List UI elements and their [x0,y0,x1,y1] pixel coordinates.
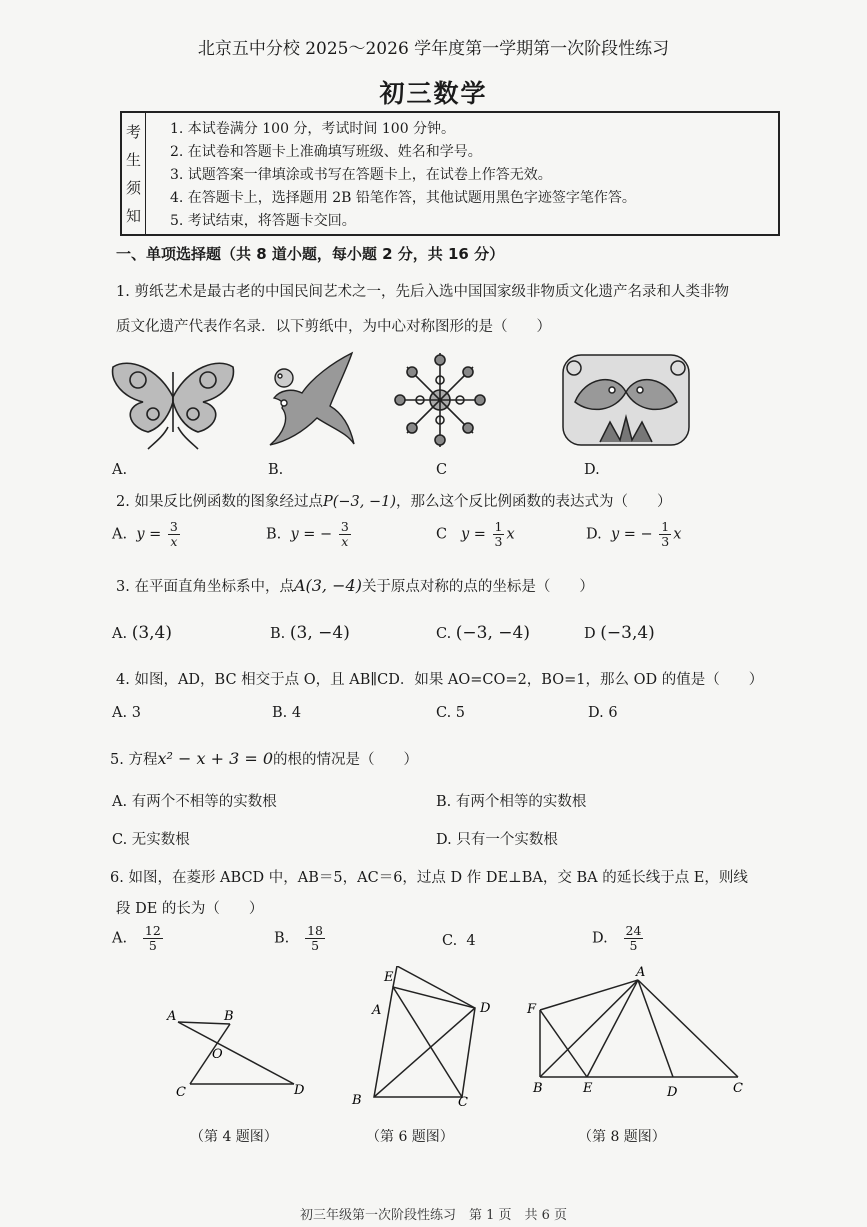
fraction-numerator: 3 [169,519,178,534]
q6-option-b[interactable] [274,924,327,953]
q3-stem-a: 3. 在平面直角坐标系中，点 [116,579,294,595]
fraction-numerator: 24 [625,923,642,938]
q2-stem-b: ，那么这个反比例函数的表达式为（ ） [396,494,672,510]
q1-option-b-label: B. [268,462,284,478]
option-label: A. [112,526,128,543]
fraction-denominator: 3 [661,534,670,549]
option-lhs: y = [460,526,486,543]
q2-stem [116,490,672,511]
figure-4-caption: （第 4 题图） [190,1129,278,1145]
option-tail: x [506,526,515,543]
segment-ac [638,980,738,1077]
notice-label [122,113,146,234]
fraction-numerator: 18 [307,923,323,938]
swallow-papercut-image [262,348,357,450]
segment-ad [638,980,673,1077]
option-sign: − [320,526,333,543]
option-value: 4 [291,705,302,721]
fraction-denominator: 5 [148,938,157,953]
notice-item: 4. 在答题卡上，选择题用 2B 铅笔作答，其他试题用黑色字迹签字笔作答。 [170,190,636,206]
point-label: O [212,1047,223,1062]
point-label: F [527,1002,537,1017]
figure-6-diagram [340,966,500,1111]
option-label: D. [586,526,602,543]
segment-fe [540,1010,587,1077]
option-label: A. [112,705,128,721]
diagonal-ac [393,987,462,1097]
q5-stem-b: 的根的情况是（ ） [273,752,419,768]
notice-item: 2. 在试卷和答题卡上准确填写班级、姓名和学号。 [170,144,482,160]
fraction [305,924,325,953]
q6-stem-line2: 段 DE 的长为（ ） [116,901,264,917]
option-sign: − [640,526,653,543]
option-lhs: y = [136,526,162,543]
q5-option-d[interactable] [436,828,558,849]
point-label: A [372,1003,382,1018]
notice-label-char: 知 [125,207,141,226]
q2-option-c[interactable] [436,520,515,549]
notice-label-char: 生 [125,150,141,169]
q1-stem-line2: 质文化遗产代表作名录．以下剪纸中，为中心对称图形的是（ ） [116,319,551,335]
figure-4-diagram [160,1000,310,1100]
point-label: C [458,1095,468,1110]
q3-option-a[interactable] [112,623,172,643]
fraction-denominator: 3 [494,534,503,549]
option-label: D [584,626,596,642]
q6-option-c[interactable] [442,933,476,949]
q6-option-a[interactable] [112,924,165,953]
exam-title: 北京五中分校 2025～2026 学年度第一学期第一次阶段性练习 [197,39,670,59]
q5-option-a[interactable] [112,790,277,811]
fraction [659,520,671,549]
segment-ea [587,980,638,1077]
fraction-numerator: 1 [661,519,670,534]
q5-stem-a: 5. 方程 [110,752,158,768]
option-label: A. [112,930,128,947]
notice-item: 3. 试题答案一律填涂或书写在答题卡上，在试卷上作答无效。 [170,167,552,183]
point-label: B [352,1093,362,1108]
q3-point: A(3, −4) [293,576,362,595]
q2-stem-a: 2. 如果反比例函数的图象经过点 [116,494,323,510]
point-label: E [583,1081,593,1096]
option-lhs: y = [610,526,636,543]
segment-de [397,966,475,1008]
point-label: B [533,1081,543,1096]
fraction [143,924,163,953]
notice-item: 1. 本试卷满分 100 分，考试时间 100 分钟。 [170,121,456,137]
option-tail: x [673,526,682,543]
segment-bc [190,1024,230,1084]
option-label: B. [272,705,288,721]
option-label: B. [266,526,282,543]
option-value: (3, −4) [289,623,350,643]
diagonal-bd [374,1008,475,1097]
option-value: 3 [131,705,141,721]
q4-option-d[interactable] [588,705,618,721]
q3-stem-b: 关于原点对称的点的坐标是（ ） [361,579,594,595]
q1-option-c-label: C [436,462,448,478]
option-value: 无实数根 [131,832,190,848]
point-label: B [224,1009,234,1024]
fraction [624,924,644,953]
option-label: B. [270,626,286,642]
figure-8-diagram [525,960,755,1105]
notice-item: 5. 考试结束，将答题卡交回。 [170,213,356,229]
butterfly-papercut-image [108,352,238,452]
option-label: D. [588,705,604,721]
notice-label-char: 考 [125,122,141,141]
option-label: B. [274,930,290,947]
option-value: (−3, −4) [455,623,530,643]
option-label: D. [592,930,608,947]
option-value: 4 [466,933,476,949]
q1-option-a-label: A. [112,462,128,478]
fraction-denominator: 5 [311,938,320,953]
notice-label-char: 须 [125,179,141,198]
q2-option-b[interactable] [266,520,353,549]
fraction [168,520,180,549]
fraction-numerator: 12 [144,923,161,938]
figure-8-caption: （第 8 题图） [578,1129,666,1145]
fraction [493,520,505,549]
point-label: D [480,1001,491,1016]
option-value: 有两个相等的实数根 [455,794,587,810]
q4-stem: 4. 如图，AD，BC 相交于点 O，且 AB∥CD．如果 AO=CO=2，BO=1，那么 OD 的值是（ ） [116,672,764,688]
fraction-denominator: x [341,534,349,549]
option-value: 5 [455,705,466,721]
q3-option-c[interactable] [436,623,530,643]
fish-papercut-image [560,352,692,448]
fraction-numerator: 1 [494,519,503,534]
q5-stem [110,748,418,769]
option-value: (3,4) [131,623,173,643]
extension-ae [393,966,397,987]
option-label: C. [436,626,452,642]
q6-stem-line1: 6. 如图，在菱形 ABCD 中，AB＝5，AC＝6，过点 D 作 DE⊥BA，交 BA 的延长线于点 E，则线 [110,870,748,886]
notice-box [120,111,780,236]
point-label: D [294,1083,305,1098]
q2-option-a[interactable] [112,520,182,549]
figure-6-caption: （第 6 题图） [366,1129,454,1145]
point-label: C [176,1085,186,1100]
section-title: 一、单项选择题（共 8 道小题，每小题 2 分，共 16 分） [116,245,505,263]
q1-stem-line1: 1. 剪纸艺术是最古老的中国民间艺术之一，先后入选中国国家级非物质文化遗产名录和人类非物 [116,284,729,300]
fraction [339,520,351,549]
q3-option-b[interactable] [270,623,350,643]
q6-option-d[interactable] [592,924,645,953]
point-label: E [384,970,394,985]
q5-equation: x² − x + 3 = 0 [157,749,274,768]
snowflake-papercut-image [390,348,490,452]
q5-option-c[interactable] [112,828,190,849]
option-value: 只有一个实数根 [456,832,558,848]
q4-option-a[interactable] [112,705,141,721]
rhombus-abcd [374,987,475,1097]
option-lhs: y = [290,526,316,543]
q3-option-d[interactable] [584,623,655,643]
q4-option-c[interactable] [436,705,465,721]
option-label: C. [436,705,452,721]
option-value: (−3,4) [600,623,655,643]
option-value: 6 [608,705,618,721]
option-value: 有两个不相等的实数根 [131,794,277,810]
q2-point: P(−3, −1) [322,494,396,510]
q5-option-b[interactable] [436,790,586,811]
point-label: A [636,965,646,980]
option-label: D. [436,832,452,848]
fraction-denominator: x [170,534,178,549]
q2-option-d[interactable] [586,520,681,549]
point-label: A [167,1009,177,1024]
segment-ab [178,1022,230,1024]
option-label: C [436,526,448,543]
point-label: C [733,1081,743,1096]
fraction-numerator: 3 [340,519,349,534]
fraction-denominator: 5 [629,938,638,953]
page-footer: 初三年级第一次阶段性练习 第 1 页 共 6 页 [299,1208,568,1223]
subject-title: 初三数学 [379,79,488,108]
option-label: B. [436,794,452,810]
option-label: A. [112,626,128,642]
q4-option-b[interactable] [272,705,301,721]
option-label: A. [112,794,128,810]
option-label: C. [442,933,458,949]
point-label: D [667,1085,678,1100]
q1-option-d-label: D. [584,462,600,478]
option-label: C. [112,832,128,848]
q3-stem [116,575,594,596]
